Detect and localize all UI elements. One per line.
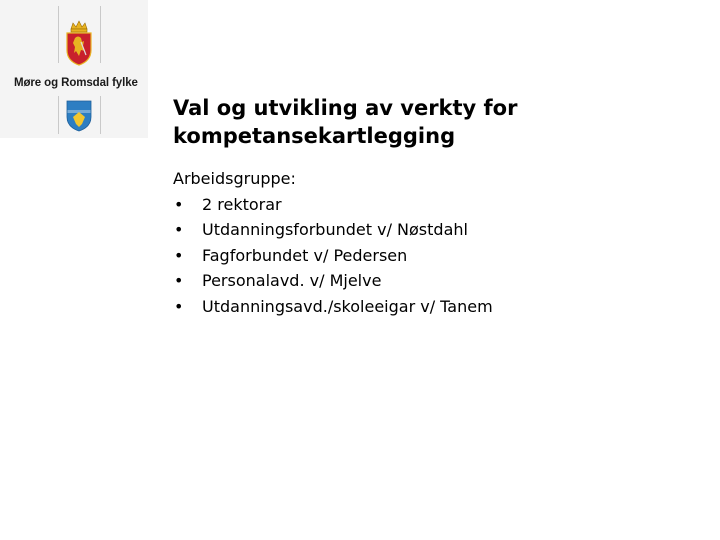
logo-block — [0, 0, 148, 138]
bullet-glyph: • — [174, 271, 184, 291]
list-item — [173, 217, 693, 243]
list-item — [173, 192, 693, 218]
bullet-glyph: • — [174, 194, 184, 214]
list-item-text: Fagforbundet v/ Pedersen — [202, 245, 408, 265]
slide-body — [173, 166, 693, 320]
list-item-text: Utdanningsforbundet v/ Nøstdahl — [202, 220, 468, 240]
list-item — [173, 243, 693, 269]
list-item — [173, 294, 693, 320]
county-shield-icon — [66, 100, 92, 132]
list-item-text: Personalavd. v/ Mjelve — [202, 271, 382, 291]
slide-title: Val og utvikling av verkty for kompetansekartlegging — [173, 96, 518, 148]
bullet-glyph: • — [174, 220, 184, 240]
bullet-glyph: • — [174, 245, 184, 265]
coat-of-arms-icon — [64, 20, 94, 66]
list-item-text: Utdanningsavd./skoleeigar v/ Tanem — [202, 296, 493, 316]
bullet-list — [173, 192, 693, 320]
bullet-glyph: • — [174, 296, 184, 316]
list-item — [173, 268, 693, 294]
intro-text: Arbeidsgruppe: — [173, 169, 296, 188]
org-name: Møre og Romsdal fylke — [14, 77, 138, 89]
list-item-text: 2 rektorar — [202, 194, 282, 214]
